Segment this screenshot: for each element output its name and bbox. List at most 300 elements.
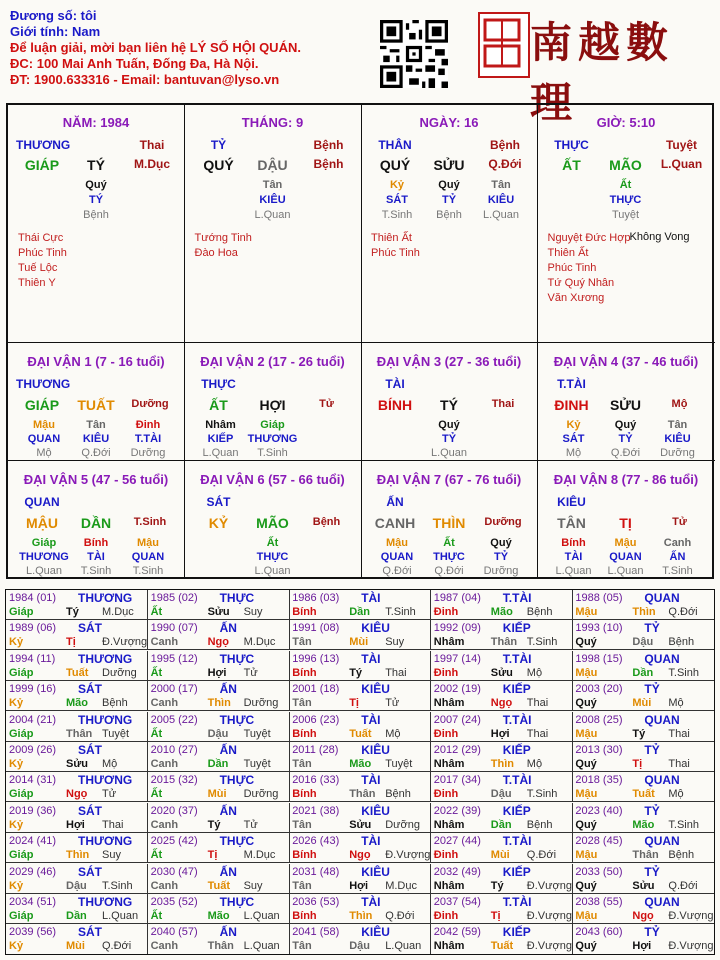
address: ĐC: 100 Mai Anh Tuấn, Đống Đa, Hà Nội. [10, 56, 259, 71]
year-cell [148, 620, 290, 650]
hidden-life-stage: L.Quan [430, 447, 468, 459]
year-label: 1989 (06) [9, 622, 57, 635]
year-cell [431, 742, 573, 772]
life-stage-label: Tử [319, 398, 334, 410]
bazi-chart [6, 103, 714, 579]
earthly-branch: Tị [632, 758, 643, 770]
chart-owner: Đương số: tôi [10, 8, 97, 23]
life-stage-label: Bệnh [313, 138, 344, 152]
ten-god-label: SÁT [78, 803, 102, 818]
hidden-life-stage: T.Sinh [257, 447, 288, 459]
life-stage-label: Mộ [526, 758, 543, 770]
life-stage-label: Mộ [671, 398, 688, 410]
ten-god-label: T.TÀI [502, 591, 532, 605]
heavenly-stem: Quý [575, 758, 597, 770]
hidden-ten-god: THƯƠNG [247, 433, 298, 445]
heavenly-stem: KỶ [208, 515, 229, 531]
earthly-branch: Ngọ [66, 788, 88, 801]
life-stage-label: Tử [385, 697, 400, 710]
year-cell [6, 742, 148, 772]
heavenly-stem: Mậu [575, 666, 598, 679]
earthly-branch: Mùi [349, 636, 369, 649]
ten-god-label: TỶ [644, 803, 660, 818]
hidden-ten-god: KIÊU [82, 433, 110, 445]
annual-luck-table [5, 589, 715, 955]
year-cell [148, 590, 290, 620]
special-stars [371, 231, 420, 261]
year-label: 2004 (21) [9, 713, 57, 726]
earthly-branch: Sửu [349, 818, 372, 831]
star-item: Tứ Quý Nhân [547, 277, 615, 289]
hidden-stem: Mậu [33, 419, 55, 431]
year-label: 2015 (32) [150, 774, 198, 787]
life-stage-label: Q.Đới [385, 910, 415, 922]
hidden-life-stage: Q.Đới [610, 447, 641, 459]
ten-god-label: KIẾP [502, 803, 531, 818]
heavenly-stem: Bính [292, 849, 317, 862]
hidden-ten-god: THỰC [256, 551, 289, 563]
earthly-branch: Sửu [490, 666, 513, 679]
hidden-stem: Tân [491, 179, 511, 191]
dai-van-title: ĐẠI VẬN 8 (77 - 86 tuổi) [553, 472, 699, 487]
earthly-branch: Tý [490, 879, 504, 892]
year-label: 2039 (56) [9, 926, 57, 939]
heavenly-stem: Kỷ [9, 758, 24, 770]
earthly-branch: Tị [66, 636, 76, 649]
hidden-life-stage: Q.Đới [81, 447, 111, 459]
earthly-branch: Hợi [207, 666, 227, 679]
year-label: 1997 (14) [433, 652, 481, 665]
ten-god-label: T.TÀI [502, 712, 532, 727]
life-stage-label: Thai [385, 666, 407, 679]
dai-van-8 [538, 460, 715, 578]
year-label: 1994 (11) [9, 652, 56, 665]
year-cell [148, 803, 290, 833]
earthly-branch: Mão [207, 910, 230, 922]
life-stage-label: L.Quan [243, 940, 280, 953]
heavenly-stem: Đinh [433, 849, 459, 862]
life-stage-label: Tuyệt [385, 758, 413, 770]
life-stage-label: Mộ [668, 697, 684, 710]
year-cell [6, 590, 148, 620]
earthly-branch: Thìn [349, 910, 373, 922]
year-cell [572, 772, 714, 802]
ten-god-label: SÁT [78, 743, 102, 757]
year-label: 2007 (24) [433, 713, 481, 726]
hidden-life-stage: L.Quan [25, 565, 63, 577]
year-label: 2026 (43) [292, 835, 340, 848]
ten-god-label: THỰC [219, 834, 255, 849]
ten-god-label: KIÊU [361, 621, 390, 636]
dai-van-title: ĐẠI VẬN 1 (7 - 16 tuổi) [27, 354, 165, 369]
ten-god-label: QUAN [644, 773, 680, 788]
earthly-branch: Mùi [632, 697, 652, 710]
branch-life-stage: L.Quan [660, 157, 703, 171]
year-cell [289, 651, 431, 681]
hidden-stem: Quý [614, 419, 637, 431]
ten-god-label: THỰC [201, 377, 236, 391]
year-cell [289, 681, 431, 711]
life-stage-label: Q.Đới [526, 849, 557, 862]
heavenly-stem: Mậu [575, 606, 598, 618]
earthly-branch: Sửu [632, 879, 655, 892]
life-stage-label: Dưỡng [484, 516, 522, 528]
life-stage-label: Tuyệt [243, 758, 271, 770]
year-cell [289, 772, 431, 802]
life-stage-label: Suy [385, 636, 405, 649]
heavenly-stem: Nhâm [433, 940, 465, 953]
phone-email: ĐT: 1900.633316 - Email: bantuvan@lyso.vn [10, 72, 280, 87]
earthly-branch: Tý [632, 727, 646, 740]
hidden-ten-god: KIÊU [664, 433, 691, 445]
year-label: 2005 (22) [150, 713, 198, 726]
year-cell [148, 924, 290, 954]
earthly-branch: Sửu [66, 758, 89, 770]
heavenly-stem: Bính [292, 727, 317, 740]
dai-van-title: ĐẠI VẬN 7 (67 - 76 tuổi) [376, 472, 522, 487]
earthly-branch: Dần [490, 818, 512, 831]
year-label: 2025 (42) [150, 835, 198, 848]
year-label: 2033 (50) [575, 865, 623, 878]
year-label: 2021 (38) [292, 804, 340, 817]
year-label: 1988 (05) [575, 592, 623, 604]
earthly-branch: Thìn [490, 758, 515, 770]
heavenly-stem: Mậu [575, 910, 598, 922]
year-cell [6, 651, 148, 681]
earthly-branch: SỬU [609, 397, 642, 413]
heavenly-stem: Canh [150, 940, 179, 953]
hidden-stem: Quý [438, 179, 460, 191]
hidden-stem: Quý [438, 419, 460, 431]
year-cell [6, 681, 148, 711]
earthly-branch: Thân [66, 727, 93, 740]
heavenly-stem: Giáp [9, 666, 34, 679]
life-stage-label: M.Dục [385, 879, 417, 892]
hidden-ten-god: QUAN [27, 433, 61, 445]
earthly-branch: Tị [349, 697, 359, 710]
hidden-life-stage: Q.Đới [434, 565, 464, 577]
earthly-branch: Hợi [490, 727, 510, 740]
earthly-branch: Ngọ [490, 697, 513, 710]
year-cell [148, 681, 290, 711]
year-label: 2016 (33) [292, 774, 340, 787]
heavenly-stem: Kỷ [9, 940, 24, 953]
year-label: 2012 (29) [433, 744, 481, 756]
year-label: 2008 (25) [575, 713, 623, 726]
dai-van-title: ĐẠI VẬN 4 (37 - 46 tuổi) [553, 354, 699, 369]
ten-god-label: QUAN [644, 591, 680, 605]
pillar-title: GIỜ: 5:10 [596, 115, 656, 130]
year-cell [431, 590, 573, 620]
heavenly-stem: Tân [292, 636, 312, 649]
hidden-ten-god: KIẾP [207, 433, 234, 445]
heavenly-stem: Tân [292, 818, 312, 831]
year-label: 1985 (02) [150, 592, 198, 604]
life-stage-label: M.Dục [243, 636, 276, 649]
hidden-ten-god: TÀI [87, 551, 105, 563]
ten-god-label: ẤN [386, 495, 404, 509]
life-stage-label: L.Quan [102, 910, 139, 922]
earthly-branch: HỢI [259, 397, 286, 413]
year-cell [572, 590, 714, 620]
year-label: 2017 (34) [433, 774, 481, 787]
ten-god-label: ẤN [219, 743, 237, 757]
earthly-branch: Mùi [66, 940, 85, 953]
year-label: 2009 (26) [9, 744, 57, 756]
earthly-branch: TỊ [619, 515, 632, 531]
year-cell [6, 620, 148, 650]
star-item: Phúc Tinh [547, 262, 597, 274]
special-stars [195, 231, 252, 261]
hidden-stem: Tân [262, 179, 283, 191]
year-label: 2018 (35) [575, 774, 623, 787]
hidden-stem: Bính [561, 537, 586, 549]
earthly-branch: Sửu [207, 606, 230, 618]
year-label: 2028 (45) [575, 835, 623, 848]
ten-god-label: KIẾP [502, 925, 531, 940]
ten-god-label: KIÊU [557, 495, 586, 509]
earthly-branch: DẦN [80, 515, 112, 531]
ten-god-label: QUAN [644, 712, 680, 727]
ten-god-label: THỰC [219, 773, 255, 788]
year-cell [148, 651, 290, 681]
hidden-life-stage: Dưỡng [660, 447, 695, 459]
heavenly-stem: CANH [374, 515, 416, 531]
heavenly-stem: Quý [575, 636, 597, 649]
hidden-ten-god: QUAN [609, 551, 642, 563]
hidden-ten-god: THỰC [433, 551, 465, 563]
dai-van-title: ĐẠI VẬN 3 (27 - 36 tuổi) [376, 354, 522, 369]
hidden-life-stage: L.Quan [482, 209, 520, 221]
year-label: 1984 (01) [9, 592, 57, 604]
life-stage-label: Dưỡng [102, 666, 137, 679]
heavenly-stem: Giáp [9, 910, 34, 922]
life-stage-label: Dưỡng [385, 818, 420, 831]
life-stage-label: Q.Đới [102, 940, 132, 953]
earthly-branch: Mão [349, 758, 372, 770]
hidden-ten-god: TÝ [88, 194, 104, 206]
hidden-life-stage: Mộ [36, 447, 52, 459]
year-cell [6, 803, 148, 833]
hidden-ten-god: TỶ [441, 433, 457, 445]
life-stage-label: Tuyệt [243, 727, 271, 740]
earthly-branch: Hợi [632, 940, 652, 953]
life-stage-label: Dưỡng [131, 398, 169, 410]
year-cell [572, 864, 714, 894]
life-stage-label: Bệnh [102, 697, 128, 710]
ten-god-label: TỶ [210, 138, 227, 152]
earthly-branch: TÝ [440, 397, 458, 413]
year-cell [148, 833, 290, 863]
life-stage-label: Suy [243, 879, 263, 892]
heavenly-stem: Canh [150, 818, 179, 831]
heavenly-stem: ẤT [562, 157, 581, 173]
life-stage-label: Thai [491, 398, 515, 410]
ten-god-label: TÀI [361, 712, 381, 727]
heavenly-stem: Bính [292, 606, 317, 618]
heavenly-stem: Mậu [575, 788, 598, 801]
ten-god-label: THƯƠNG [78, 591, 133, 605]
year-cell [6, 924, 148, 954]
life-stage-label: Bệnh [668, 636, 695, 649]
heavenly-stem: Ất [150, 666, 163, 679]
year-cell [431, 803, 573, 833]
year-label: 2013 (30) [575, 744, 623, 756]
year-cell [289, 833, 431, 863]
earthly-branch: Thân [490, 636, 518, 649]
heavenly-stem: Kỷ [9, 636, 24, 649]
pillar-3 [538, 105, 715, 342]
life-stage-label: L.Quan [243, 910, 280, 922]
ten-god-label: SÁT [78, 864, 102, 879]
star-item: Phúc Tinh [371, 247, 420, 259]
heavenly-stem: Đinh [433, 788, 459, 801]
heavenly-stem: Canh [150, 758, 179, 770]
ten-god-label: THƯƠNG [16, 138, 71, 152]
life-stage-label: Thai [668, 727, 690, 740]
earthly-branch: Tị [490, 910, 501, 922]
ten-god-label: TỶ [644, 864, 660, 879]
year-cell [431, 651, 573, 681]
hidden-stem: Quý [490, 537, 512, 549]
heavenly-stem: BÍNH [377, 397, 413, 413]
earthly-branch: Tuất [66, 666, 89, 679]
year-label: 2024 (41) [9, 835, 57, 848]
dai-van-6 [185, 460, 362, 578]
life-stage-label: T.Sinh [133, 516, 167, 528]
life-stage-label: Bệnh [526, 818, 553, 831]
life-stage-label: Đ.Vượng [668, 940, 714, 953]
pillar-1 [185, 105, 362, 342]
year-label: 2035 (52) [150, 896, 198, 908]
life-stage-label: Dưỡng [243, 788, 279, 801]
heavenly-stem: Ất [150, 788, 163, 801]
star-item: Nguyệt Đức Hợp [547, 232, 631, 244]
ten-god-label: SÁT [78, 925, 102, 940]
earthly-branch: Tuất [349, 727, 372, 740]
heavenly-stem: Bính [292, 666, 317, 679]
heavenly-stem: ẤT [209, 397, 228, 413]
ten-god-label: KIÊU [361, 743, 390, 757]
life-stage-label: Mộ [668, 788, 684, 801]
star-item: Thiên Ất [547, 247, 589, 259]
year-label: 2040 (57) [150, 926, 198, 939]
hidden-stem: Tân [667, 419, 688, 431]
life-stage-label: Thai [139, 138, 165, 152]
year-label: 2001 (18) [292, 683, 340, 696]
heavenly-stem: Quý [575, 818, 597, 831]
heavenly-stem: Giáp [9, 606, 34, 618]
life-stage-label: Tử [102, 788, 117, 801]
earthly-branch: MÃO [256, 515, 289, 531]
hidden-ten-god: QUAN [131, 551, 165, 563]
year-label: 2027 (44) [433, 835, 481, 848]
ten-god-label: QUAN [644, 834, 680, 849]
year-label: 2030 (47) [150, 865, 198, 878]
year-cell [289, 620, 431, 650]
pillar-title: NGÀY: 16 [419, 115, 479, 130]
ten-god-label: KIẾP [502, 743, 531, 757]
year-label: 2020 (37) [150, 804, 198, 817]
heavenly-stem: Tân [292, 940, 312, 953]
ten-god-label: SÁT [206, 495, 231, 509]
heavenly-stem: Đinh [433, 727, 459, 740]
heavenly-stem: Ất [150, 727, 163, 740]
ten-god-label: QUAN [644, 895, 680, 909]
dai-van-7 [361, 460, 538, 578]
year-cell [6, 772, 148, 802]
hidden-ten-god: TỶ [493, 551, 509, 563]
heavenly-stem: MẬU [26, 515, 58, 531]
hidden-life-stage: T.Sinh [381, 209, 413, 221]
ten-god-label: KIẾP [502, 682, 531, 697]
heavenly-stem: Giáp [9, 727, 34, 740]
earthly-branch: Thân [349, 788, 376, 801]
heavenly-stem: QUÝ [203, 157, 234, 173]
gender: Giới tính: Nam [10, 24, 101, 39]
qr-code-icon [380, 20, 448, 88]
year-cell [572, 712, 714, 742]
hidden-stem: Ất [266, 537, 279, 549]
heavenly-stem: Canh [150, 636, 179, 649]
earthly-branch: Tý [66, 606, 79, 618]
year-label: 1993 (10) [575, 622, 623, 635]
ten-god-label: THƯƠNG [78, 712, 133, 727]
year-cell [431, 894, 573, 924]
year-cell [148, 894, 290, 924]
heavenly-stem: Tân [292, 697, 312, 710]
earthly-branch: Tý [349, 666, 363, 679]
life-stage-label: Mộ [385, 727, 401, 740]
star-item-right: Không Vong [629, 231, 690, 243]
life-stage-label: Đ.Vượng [526, 940, 572, 953]
pillar-0 [8, 105, 185, 342]
header-info [10, 8, 301, 88]
life-stage-label: Bệnh [312, 516, 341, 528]
hidden-ten-god: T.TÀI [134, 433, 162, 445]
year-cell [289, 590, 431, 620]
star-item: Thiên Ất [371, 232, 412, 244]
earthly-branch: Mão [490, 606, 513, 618]
life-stage-label: Đ.Vượng [668, 910, 714, 922]
hidden-stem: Ất [619, 179, 632, 191]
life-stage-label: Tử [672, 516, 687, 528]
earthly-branch: Dậu [66, 879, 87, 892]
contact-note: Để luận giải, mời bạn liên hệ LÝ SỐ HỘI QUÁN. [10, 40, 301, 55]
hidden-life-stage: Tuyệt [611, 209, 640, 221]
year-cell [6, 864, 148, 894]
ten-god-label: THƯƠNG [16, 377, 71, 391]
year-label: 1998 (15) [575, 652, 623, 665]
hidden-life-stage: Mộ [565, 447, 582, 459]
ten-god-label: ẤN [219, 925, 237, 940]
heavenly-stem: Kỷ [9, 818, 24, 831]
hidden-life-stage: Dưỡng [130, 447, 166, 459]
year-cell [289, 894, 431, 924]
hidden-ten-god: SÁT [562, 433, 585, 445]
life-stage-label: M.Dục [102, 606, 134, 618]
year-label: 1986 (03) [292, 592, 340, 604]
life-stage-label: T.Sinh [102, 879, 133, 892]
life-stage-label: Đ.Vượng [526, 910, 572, 922]
ten-god-label: T.TÀI [557, 377, 586, 391]
heavenly-stem: Giáp [9, 849, 34, 862]
earthly-branch: Tý [207, 818, 221, 831]
heavenly-stem: GIÁP [24, 397, 60, 413]
ten-god-label: T.TÀI [502, 895, 532, 909]
earthly-branch: Dậu [632, 636, 654, 649]
heavenly-stem: Tân [292, 879, 312, 892]
